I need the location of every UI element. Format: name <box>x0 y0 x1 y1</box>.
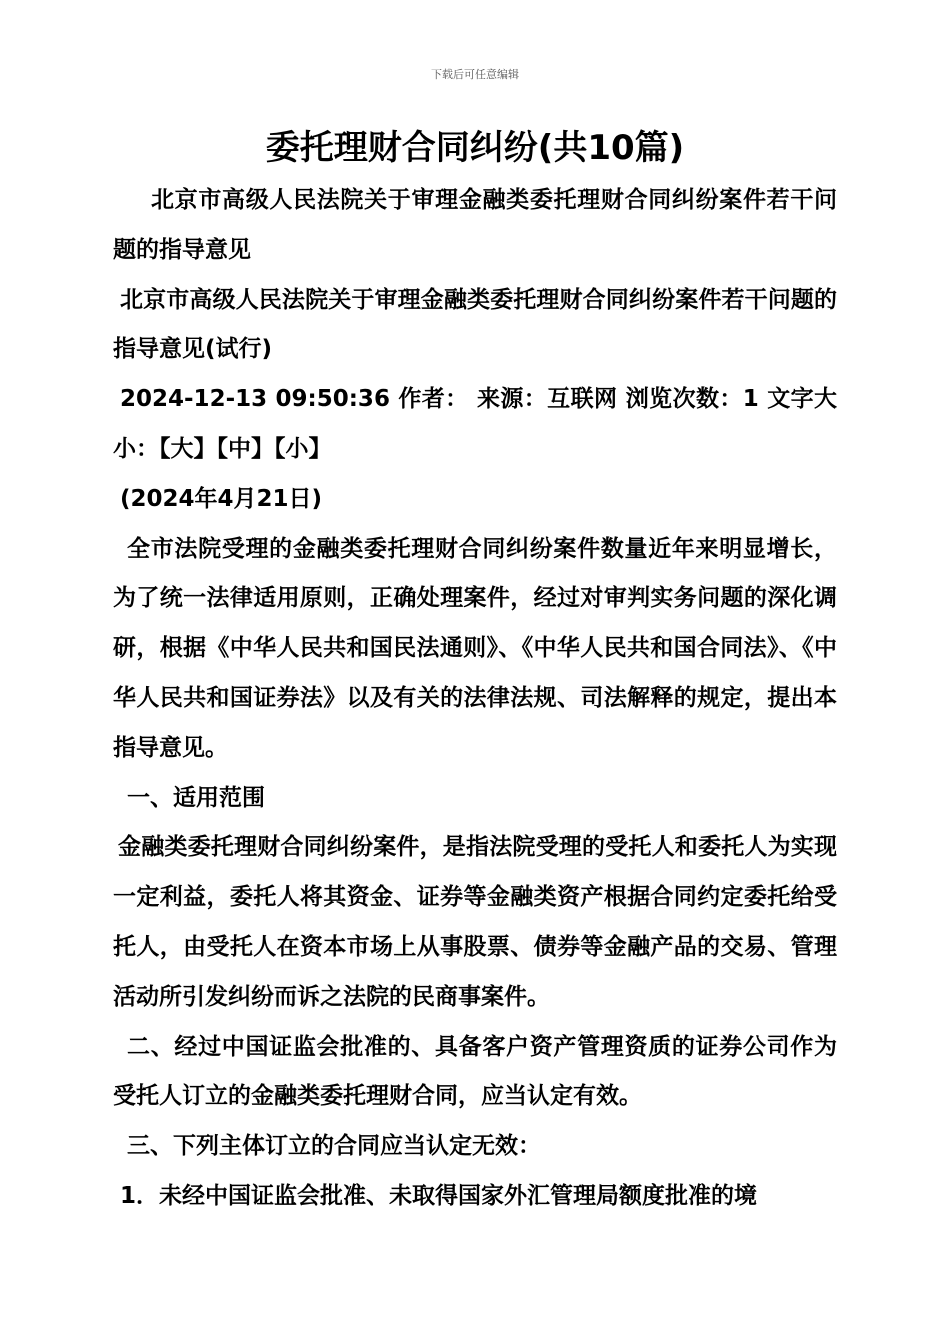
section-heading-scope: 一、适用范围 <box>127 784 265 811</box>
paragraph-guidance-heading: 北京市高级人民法院关于审理金融类委托理财合同纠纷案件若干问题的指导意见 <box>113 187 837 263</box>
page-header-note: 下载后可任意编辑 <box>431 68 519 81</box>
paragraph-guidance-title-trial: 北京市高级人民法院关于审理金融类委托理财合同纠纷案件若干问题的指导意见(试行) <box>113 286 837 363</box>
paragraph-intro: 全市法院受理的金融类委托理财合同纠纷案件数量近年来明显增长，为了统一法律适用原则，正确处理案件，经过对审判实务问题的深化调研，根据《中华人民共和国民法通则》、《中华人民共和国合同法》、《中华人民共和国证券法》以及有关的法律法规、司法解释的规定，提出本指导意见。 <box>113 535 837 761</box>
document-body <box>113 176 837 1222</box>
paragraph-item-one: 1．未经中国证监会批准、未取得国家外汇管理局额度批准的境 <box>120 1182 758 1209</box>
paragraph-meta-info: 2024-12-13 09:50:36 作者： 来源：互联网 浏览次数：1 文字大小：【大】【中】【小】 <box>113 386 837 462</box>
paragraph-section-three: 三、下列主体订立的合同应当认定无效： <box>127 1133 541 1160</box>
paragraph-scope-definition: 金融类委托理财合同纠纷案件，是指法院受理的受托人和委托人为实现一定利益，委托人将其资金、证券等金融类资产根据合同约定委托给受托人，由受托人在资本市场上从事股票、债券等金融产品的交易、管理活动所引发纠纷而诉之法院的民商事案件。 <box>113 834 837 1010</box>
paragraph-section-two: 二、经过中国证监会批准的、具备客户资产管理资质的证券公司作为受托人订立的金融类委托理财合同，应当认定有效。 <box>113 1033 837 1110</box>
paragraph-date: (2024年4月21日) <box>120 485 323 512</box>
document-title: 委托理财合同纠纷(共10篇) <box>265 128 685 168</box>
